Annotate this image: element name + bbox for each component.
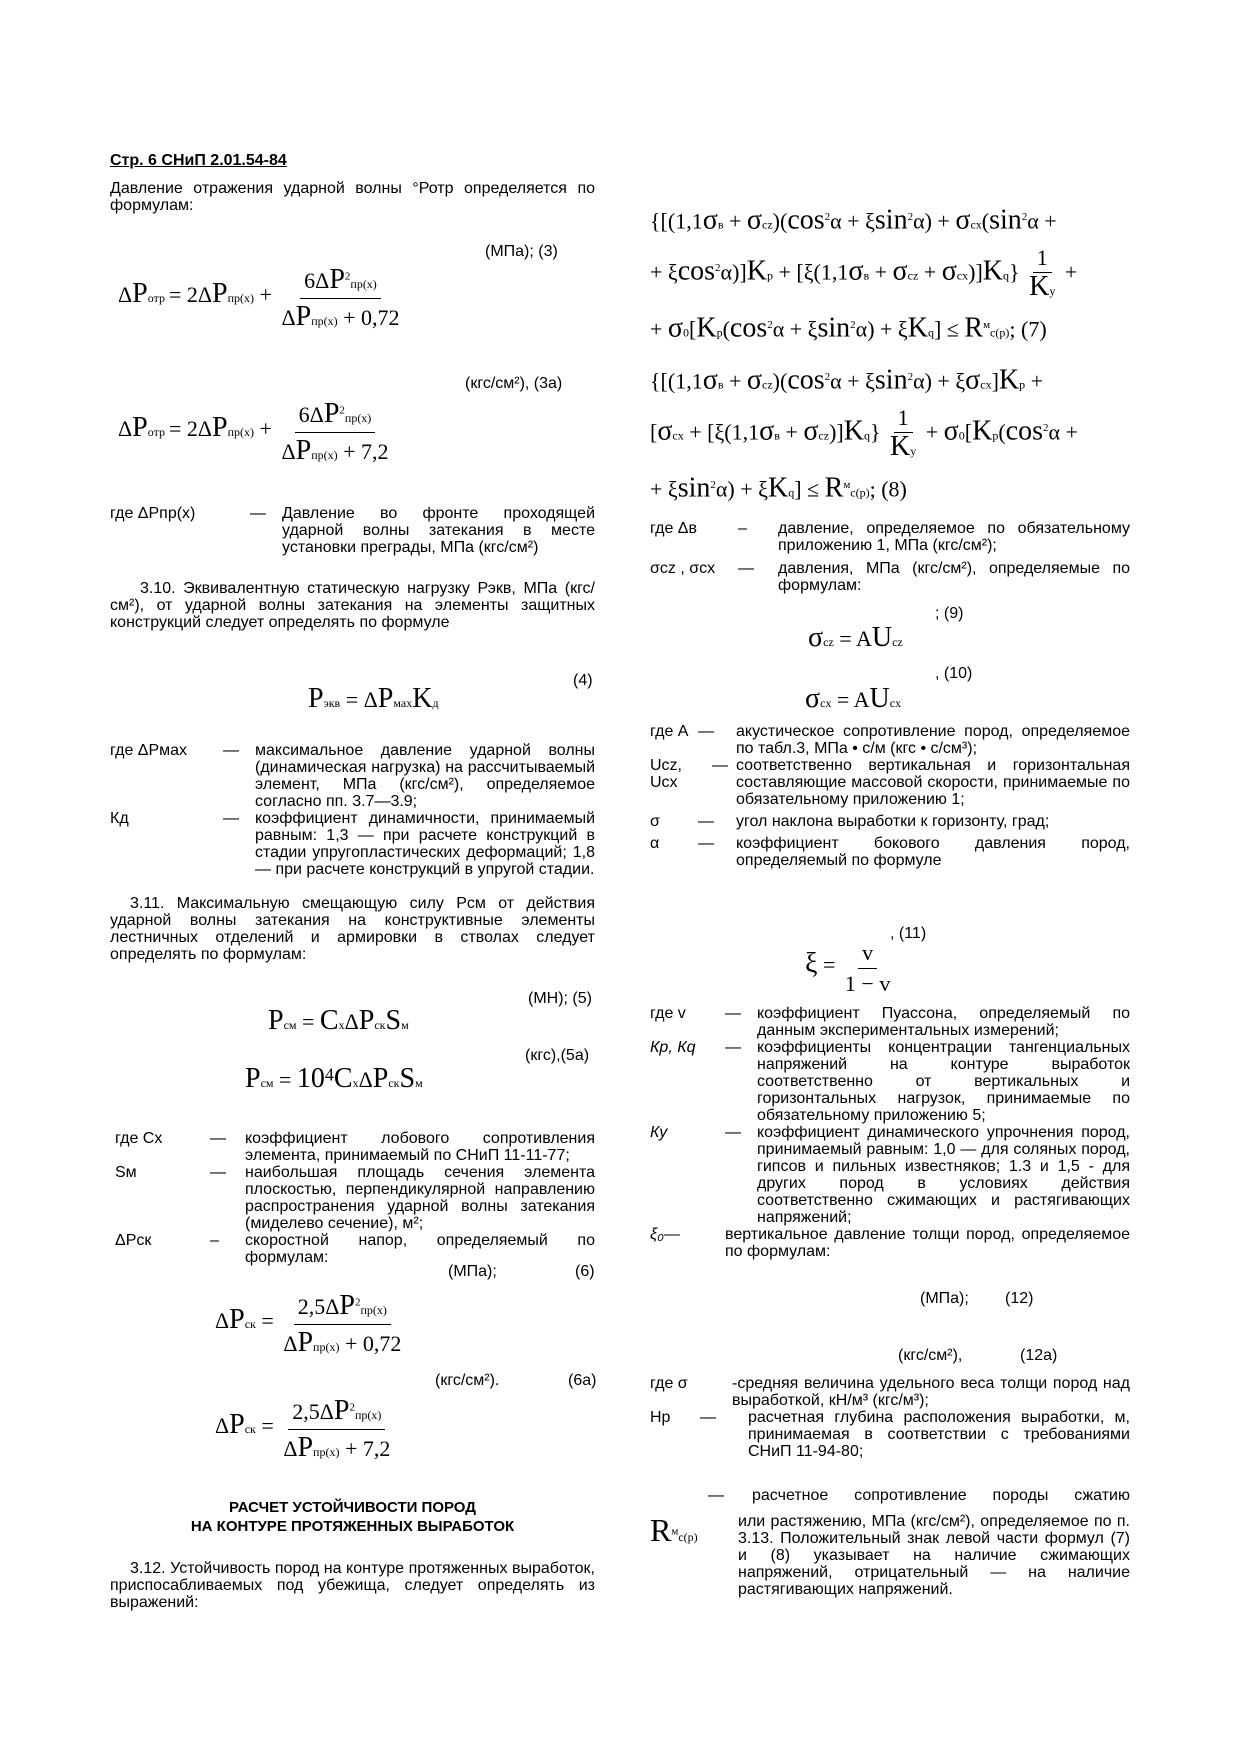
r-symbol: $R^мс(р)$ bbox=[650, 1512, 698, 1548]
where-term: где v bbox=[650, 1005, 686, 1022]
where-item-ky bbox=[650, 1124, 1130, 1226]
formula-3a-label: (кгс/см²), (3а) bbox=[465, 375, 563, 392]
where-term: где А bbox=[650, 723, 689, 740]
where-term: где σ bbox=[650, 1375, 688, 1392]
section-title-line-2: НА КОНТУРЕ ПРОТЯЖЕННЫХ ВЫРАБОТОК bbox=[190, 1518, 515, 1535]
section-title-line-1: РАСЧЕТ УСТОЙЧИВОСТИ ПОРОД bbox=[229, 1499, 476, 1516]
formula-12-number: (12) bbox=[1005, 1290, 1034, 1307]
r-text: или растяжению, МПа (кгс/см²), определяемое по п. 3.13. Положительный знак левой части формул (7) и (8) указывает на наличие сжимающих напряжений, отрицательный — на наличие растягивающих напряжений. bbox=[738, 1513, 1130, 1598]
where-text: максимальное давление ударной волны (динамическая нагрузка) на рассчитываемый элемент, МПа (кгс/см²), определяемое согласно пп. 3.7—3.9; bbox=[255, 742, 595, 810]
paragraph-3-10: 3.10. Эквивалентную статическую нагрузку Рэкв, МПа (кгс/см²), от ударной волны затекания на элементы защитных конструкций следует определять по формуле bbox=[110, 580, 595, 631]
where-item-dv bbox=[650, 520, 1130, 554]
where-text: угол наклона выработки к горизонту, град; bbox=[736, 813, 1050, 830]
where-block-4 bbox=[650, 520, 1130, 594]
formula-7: {[$(1,1\sigma в + \sigma cz)(\cos^2\alpha + \xi\sin^2\alpha) + \sigma cx(\sin^2\alpha$ + + ξcos$^2$α)]Kр + [ξ(1,1σв + σcz + σcx)]Kq} $\frac{1}{Kу}$ + + $\sigma 0[Kр(\cos^2\alpha + \xi\sin^2\alpha) + \xi Kq] \le R^мс(р)$; (7) bbox=[650, 204, 1078, 344]
where-text: коэффициент динамического упрочнения пород, принимаемый равным: 1,0 — для соляных пород, гипсов и пильных известняков; 1.3 и 1,5 - для других пород в условиях действия соответственно сжимающих и растягивающих напряжений; bbox=[757, 1124, 1130, 1226]
where-text: коэффициент лобового сопротивления элемента, принимаемый по СНиП 11-11-77; bbox=[245, 1130, 595, 1164]
where-text: -средняя величина удельного веса толщи пород над выработкой, кН/м³ (кгс/м³); bbox=[732, 1375, 1130, 1409]
formula-6-label: (МПа); bbox=[448, 1263, 497, 1280]
where-dash: — bbox=[725, 1124, 741, 1141]
where-term: σсz , σсх bbox=[650, 560, 716, 577]
where-text: наибольшая площадь сечения элемента плоскостью, перпендикулярной направлению распространения ударной волны затекания (миделево сечение), м²; bbox=[245, 1164, 595, 1232]
where-term: ξ₀— bbox=[650, 1226, 680, 1243]
formula-5a-label: (кгс),(5а) bbox=[525, 1047, 590, 1064]
where-term: где Сх bbox=[115, 1130, 163, 1147]
where-text: вертикальное давление толщи пород, определяемое по формулам: bbox=[725, 1226, 1130, 1260]
where-block-6 bbox=[650, 1005, 1130, 1260]
where-block-1 bbox=[110, 505, 595, 556]
where-dash: — bbox=[725, 1005, 741, 1022]
where-block-5 bbox=[650, 723, 1130, 869]
where-dash: — bbox=[698, 835, 714, 852]
where-dash: — bbox=[725, 1039, 741, 1056]
formula-6: ΔPск = $\frac{2,5\Delta P^2пр(х)}{\text{ΔPпр(х) + 0,72}}$ bbox=[215, 1290, 402, 1358]
where-text: соответственно вертикальная и горизонтальная составляющие массовой скорости, принимаемые по обязательному приложению 1; bbox=[736, 757, 1130, 808]
where-text: скоростной напор, определяемый по формулам: bbox=[245, 1232, 595, 1266]
formula-9: σcz = AUcz bbox=[808, 622, 903, 653]
intro-paragraph: Давление отражения ударной волны °Ротр определяется по формулам: bbox=[110, 180, 595, 214]
where-text: Давление во фронте проходящей ударной волны затекания в месте установки преграды, МПа (кгс/см²) bbox=[282, 505, 595, 556]
where-item-v bbox=[650, 1005, 1130, 1039]
where-item-xi0 bbox=[650, 1226, 1130, 1260]
where-term: где ΔPмах bbox=[110, 742, 188, 759]
where-term: Кд bbox=[110, 810, 129, 827]
where-dash: — bbox=[210, 1130, 226, 1147]
where-term: где Δв bbox=[650, 520, 697, 537]
where-item-u bbox=[650, 757, 1130, 808]
where-dash: — bbox=[210, 1164, 226, 1181]
where-term: Нр bbox=[650, 1409, 671, 1426]
formula-11: ξ = $\frac{v}{1 - v}$ bbox=[805, 940, 891, 996]
formula-3-label: (МПа); (3) bbox=[485, 243, 558, 260]
where-item-hp bbox=[650, 1409, 1130, 1460]
formula-11-label: , (11) bbox=[890, 925, 927, 942]
where-dash: — bbox=[223, 810, 239, 827]
where-dash: — bbox=[698, 723, 714, 740]
where-block-7 bbox=[650, 1375, 1130, 1460]
where-dash: — bbox=[700, 1409, 716, 1426]
formula-6a-number: (6а) bbox=[568, 1372, 597, 1389]
formula-6a: ΔPск = $\frac{2,5\Delta P^2пр(х)}{\text{ΔPпр(х) + 7,2}}$ bbox=[215, 1395, 391, 1463]
where-text: давление, определяемое по обязательному приложению 1, МПа (кгс/см²); bbox=[778, 520, 1130, 554]
formula-5a: Pсм = $10^4Cx\Delta PскSм$ bbox=[245, 1063, 423, 1094]
where-term: где ΔPпр(х) bbox=[110, 505, 196, 522]
where-dash: — bbox=[698, 813, 714, 830]
formula-12a-number: (12а) bbox=[1020, 1347, 1058, 1364]
paragraph-3-11: 3.11. Максимальную смещающую силу Рсм от действия ударной волны затекания на конструктивные элементы лестничных отделений и армировки в стволах следует определять по формулам: bbox=[110, 895, 595, 963]
where-item-sm bbox=[115, 1164, 595, 1232]
where-dash: – bbox=[210, 1232, 219, 1249]
formula-5-label: (МН); (5) bbox=[528, 990, 592, 1007]
r-text-first: расчетное сопротивление породы сжатию bbox=[752, 1487, 1130, 1504]
where-block-2 bbox=[110, 742, 595, 878]
where-term: Ку bbox=[650, 1124, 668, 1141]
where-term: α bbox=[650, 835, 660, 852]
where-dash: – bbox=[738, 520, 747, 537]
where-item-alpha bbox=[650, 835, 1130, 869]
formula-10: σcx = AUcx bbox=[805, 683, 902, 714]
formula-9-label: ; (9) bbox=[935, 605, 964, 622]
page-title: Стр. 6 СНиП 2.01.54-84 bbox=[110, 152, 287, 169]
where-item-sigma-angle bbox=[650, 813, 1130, 830]
where-item-pck bbox=[115, 1232, 595, 1266]
formula-12a-label: (кгс/см²), bbox=[898, 1347, 963, 1364]
formula-8: {$[(1,1\sigma в + \sigma cz)(\cos^2\alpha + \xi\sin^2\alpha) + \xi\sigma cx]Kр$ + [σcx + [ξ(1,1σв + σcz)]Kq} $\frac{1}{Kу}$ + $\sigma 0[Kр(\cos^2\alpha$ + + $\xi\sin^2\alpha) + \xi Kq] \le R^мс(р)$; (8) bbox=[650, 364, 1078, 504]
where-text: коэффициент динамичности, принимаемый равным: 1,3 — при расчете конструкций в стадии упругопластических деформаций; 1,8 — при расчете конструкций в упругой стадии. bbox=[255, 810, 595, 878]
where-text: коэффициент бокового давления пород, определяемый по формуле bbox=[736, 835, 1130, 869]
where-item-pmax bbox=[110, 742, 595, 810]
where-item-gamma bbox=[650, 1375, 1130, 1409]
where-item-cx bbox=[115, 1130, 595, 1164]
r-dash: — bbox=[708, 1487, 724, 1504]
paragraph-3-12: 3.12. Устойчивость пород на контуре протяженных выработок, приспосабливаемых под убежища, следует определять из выражений: bbox=[110, 1560, 595, 1611]
where-text: коэффициенты концентрации тангенциальных напряжений на контуре выработок соответственно от вертикальных и горизонтальных нагрузок, принимаемые по обязательному приложению 5; bbox=[757, 1039, 1130, 1124]
formula-6-number: (6) bbox=[575, 1263, 595, 1280]
where-term: σ bbox=[650, 813, 660, 830]
formula-4: Pэкв = ΔPмахKд bbox=[308, 683, 439, 714]
where-term: ΔPск bbox=[115, 1232, 152, 1249]
formula-4-label: (4) bbox=[573, 672, 593, 689]
where-dash: — bbox=[250, 505, 266, 522]
where-text: акустическое сопротивление пород, определяемое по табл.3, МПа • с/м (кгс • с/см³); bbox=[736, 723, 1130, 757]
formula-5: Pсм = CxΔPскSм bbox=[268, 1005, 409, 1036]
where-term: Sм bbox=[115, 1164, 137, 1181]
formula-10-label: , (10) bbox=[935, 665, 973, 682]
formula-3a: ΔPотр = 2ΔPпр(х) + $\frac{6\Delta P^2пр(х)}{\text{ΔPпр(х) + 7,2}}$ bbox=[118, 398, 389, 466]
where-term: Кр, Кq bbox=[650, 1039, 696, 1056]
where-item-sigma bbox=[650, 560, 1130, 594]
where-dash: — bbox=[223, 742, 239, 759]
where-item-a bbox=[650, 723, 1130, 757]
where-term: Ucz, Ucx bbox=[650, 757, 682, 791]
formula-3: ΔPотр = 2ΔPпр(х) + $\frac{6\Delta P^2пр(х)}{\text{ΔPпр(х) + 0,72}}$ bbox=[118, 264, 400, 332]
where-dash: — bbox=[712, 757, 728, 774]
where-item-kp-kq bbox=[650, 1039, 1130, 1124]
where-dash: — bbox=[738, 560, 754, 577]
where-text: коэффициент Пуассона, определяемый по данным экспериментальных измерений; bbox=[757, 1005, 1130, 1039]
formula-12-label: (МПа); bbox=[920, 1290, 969, 1307]
section-title bbox=[110, 1498, 595, 1536]
where-block-3 bbox=[115, 1130, 595, 1266]
where-item-kd bbox=[110, 810, 595, 878]
formula-6a-label: (кгс/см²). bbox=[435, 1372, 500, 1389]
where-text: давления, МПа (кгс/см²), определяемые по формулам: bbox=[778, 560, 1130, 594]
where-text: расчетная глубина расположения выработки, м, принимаемая в соответствии с требованиями СНиП 11-94-80; bbox=[748, 1409, 1130, 1460]
